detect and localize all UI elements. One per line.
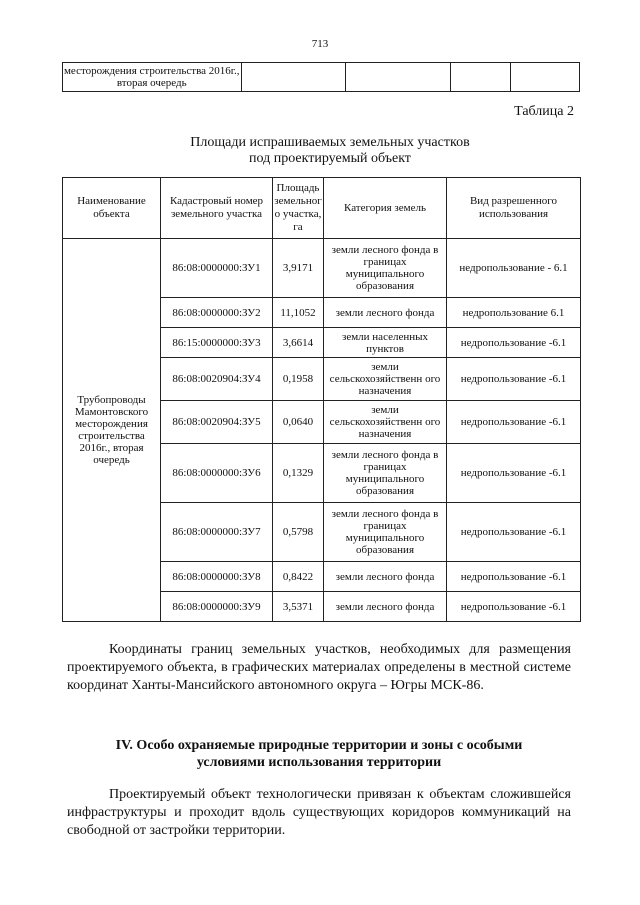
- cadastral-cell: 86:08:0000000:ЗУ8: [161, 562, 273, 592]
- caption-line: под проектируемый объект: [249, 151, 411, 166]
- category-cell: земли лесного фонда в границах муниципального образования: [324, 239, 447, 298]
- header-category: Категория земель: [324, 178, 447, 239]
- area-cell: 3,5371: [273, 592, 324, 622]
- header-area: Площадь земельног о участка, га: [273, 178, 324, 239]
- area-cell: 0,1329: [273, 444, 324, 503]
- use-cell: недропользование -6.1: [447, 444, 581, 503]
- cadastral-cell: 86:08:0000000:ЗУ7: [161, 503, 273, 562]
- land-plots-table: [62, 177, 581, 622]
- header-object: Наименование объекта: [63, 178, 161, 239]
- use-cell: недропользование -6.1: [447, 503, 581, 562]
- area-cell: 0,8422: [273, 562, 324, 592]
- category-cell: земли сельскохозяйственн ого назначения: [324, 401, 447, 444]
- use-cell: недропользование -6.1: [447, 592, 581, 622]
- area-cell: 3,6614: [273, 328, 324, 358]
- cadastral-cell: 86:15:0000000:ЗУ3: [161, 328, 273, 358]
- table-label: Таблица 2: [514, 104, 574, 119]
- heading-line: условиями использования территории: [196, 755, 442, 770]
- empty-cell: [346, 63, 451, 92]
- category-cell: земли лесного фонда в границах муниципального образования: [324, 503, 447, 562]
- continuation-table: [62, 62, 580, 92]
- area-cell: 11,1052: [273, 298, 324, 328]
- object-name-cell: Трубопроводы Мамонтовского месторождения строительства 2016г., вторая очередь: [63, 239, 161, 622]
- caption-line: Площади испрашиваемых земельных участков: [190, 135, 470, 150]
- use-cell: недропользование -6.1: [447, 401, 581, 444]
- cadastral-cell: 86:08:0020904:ЗУ5: [161, 401, 273, 444]
- page-number: 713: [311, 38, 329, 50]
- heading-line: IV. Особо охраняемые природные территории и зоны с особыми: [115, 738, 523, 753]
- table-caption: [120, 135, 540, 167]
- cadastral-cell: 86:08:0020904:ЗУ4: [161, 358, 273, 401]
- cadastral-cell: 86:08:0000000:ЗУ2: [161, 298, 273, 328]
- cadastral-cell: 86:08:0000000:ЗУ9: [161, 592, 273, 622]
- empty-cell: [511, 63, 580, 92]
- area-cell: 0,5798: [273, 503, 324, 562]
- use-cell: недропользование 6.1: [447, 298, 581, 328]
- section-heading: [67, 737, 571, 771]
- paragraph-text: Проектируемый объект технологически привязан к объектам сложившейся инфраструктуры и проходит вдоль существующих коридоров коммуникаций на свободной от застройки территории.: [67, 787, 571, 838]
- paragraph-text: Координаты границ земельных участков, необходимых для размещения проектируемого объекта, в графических материалах определены в местной системе координат Ханты-Мансийского автономного округа – Югры МСК-86.: [67, 642, 571, 693]
- use-cell: недропользование - 6.1: [447, 239, 581, 298]
- category-cell: земли лесного фонда: [324, 592, 447, 622]
- use-cell: недропользование -6.1: [447, 358, 581, 401]
- table-row: [63, 239, 581, 298]
- area-cell: 0,0640: [273, 401, 324, 444]
- area-cell: 0,1958: [273, 358, 324, 401]
- category-cell: земли лесного фонда: [324, 562, 447, 592]
- category-cell: земли лесного фонда: [324, 298, 447, 328]
- category-cell: земли сельскохозяйственн ого назначения: [324, 358, 447, 401]
- use-cell: недропользование -6.1: [447, 562, 581, 592]
- area-cell: 3,9171: [273, 239, 324, 298]
- category-cell: земли лесного фонда в границах муниципального образования: [324, 444, 447, 503]
- table-row: [63, 63, 580, 92]
- category-cell: земли населенных пунктов: [324, 328, 447, 358]
- coordinates-paragraph: [67, 641, 571, 695]
- table-header-row: [63, 178, 581, 239]
- header-cadastral: Кадастровый номер земельного участка: [161, 178, 273, 239]
- use-cell: недропользование -6.1: [447, 328, 581, 358]
- infrastructure-paragraph: [67, 786, 571, 840]
- cadastral-cell: 86:08:0000000:ЗУ6: [161, 444, 273, 503]
- continuation-cell: месторождения строительства 2016г., вторая очередь: [63, 63, 242, 92]
- empty-cell: [241, 63, 346, 92]
- cadastral-cell: 86:08:0000000:ЗУ1: [161, 239, 273, 298]
- empty-cell: [450, 63, 511, 92]
- header-use: Вид разрешенного использования: [447, 178, 581, 239]
